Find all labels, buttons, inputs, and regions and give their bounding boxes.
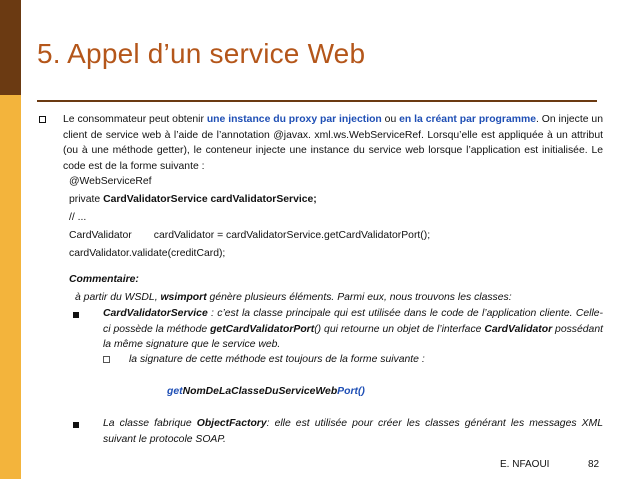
sidebar-dark-band [0,0,21,95]
item2-text-a: La classe fabrique [103,418,197,429]
footer-page-number: 82 [588,459,600,470]
item2-text-c: : elle est utilisée pour créer les classes générant les messages XML suivant le protocole SOAP. [103,418,603,445]
slide-sidebar [0,0,21,479]
hollow-square-bullet-icon [103,356,110,363]
code-line-3: // ... [69,212,87,223]
intro-text-3: . On injecte un client de service web à l’aide de l’annotation @javax. xml.ws.WebServiceRef. Lorsqu’elle est appliquée à un attribut (ou à une méthode getter), le conteneur injecte une instance du service web lorsque l’application est initialisée. Le code est de la forme suivante : [63,114,603,172]
signature-suffix: Port() [337,386,365,397]
item1-text-b: : c’est la classe principale qui est utilisée dans le code de l’application cliente. Celle-ci possède la méthode [103,308,603,335]
comment-item-1 [103,306,603,353]
item1-class-name: CardValidatorService [103,308,208,319]
intro-text-2: ou [381,114,400,125]
code-line-4-expr: cardValidator = cardValidatorService.getCardValidatorPort(); [153,230,431,241]
intro-highlight-programme: en la créant par programme [399,114,536,125]
filled-square-bullet-icon [73,422,79,428]
intro-paragraph [63,112,603,174]
intro-highlight-injection: une instance du proxy par injection [206,114,382,125]
title-divider [37,100,597,102]
code-line-4-type: CardValidator [69,230,132,241]
code-line-2-keyword: private [69,194,104,205]
item1-text-f: possédant la même signature que le service web. [103,323,603,351]
signature-class: NomDeLaClasseDuServiceWeb [182,386,338,397]
comment-heading: Commentaire: [69,274,139,285]
code-line-2 [69,192,317,208]
comment-item-2 [103,416,603,447]
code-line-1: @WebServiceRef [69,176,152,187]
sidebar-light-band [0,95,21,479]
signature-prefix: get [167,386,183,397]
slide-title: 5. Appel d’un service Web [37,38,366,69]
item2-class-name: ObjectFactory [196,418,267,429]
code-line-4 [69,228,430,244]
filled-square-bullet-icon [73,312,79,318]
item1-interface-name: CardValidator [484,323,553,335]
method-signature [167,384,365,400]
item1-text-d: () qui retourne un objet de l’interface [314,323,485,335]
square-bullet-icon [39,116,46,123]
comment-sub-item: la signature de cette méthode est toujours de la forme suivante : [129,354,425,365]
comment-lead [75,290,512,306]
intro-text-1: Le consommateur peut obtenir [63,114,207,125]
footer-author: E. NFAOUI [500,459,550,470]
item1-method-name: getCardValidatorPort [210,323,315,335]
code-line-5: cardValidator.validate(creditCard); [69,248,226,259]
code-line-2-decl: CardValidatorService cardValidatorService; [103,194,317,205]
comment-lead-c: génère plusieurs éléments. Parmi eux, nous trouvons les classes: [206,292,512,303]
comment-lead-wsimport: wsimport [160,292,207,303]
comment-lead-a: à partir du WSDL, [75,292,161,303]
